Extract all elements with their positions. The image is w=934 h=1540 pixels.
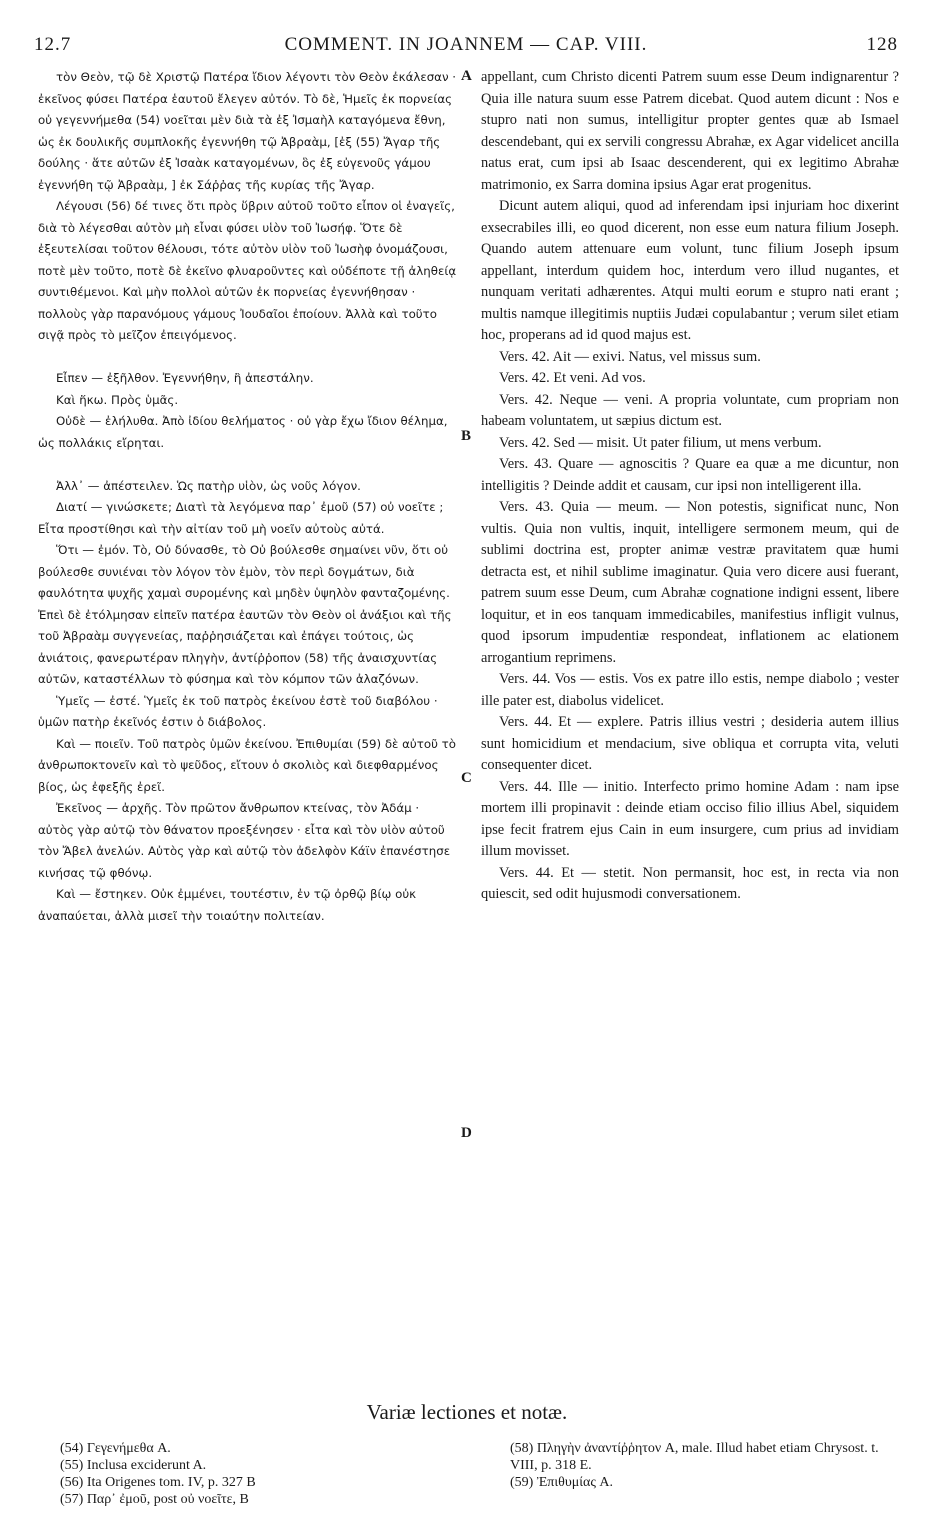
greek-paragraph: Διατί — γινώσκετε; Διατὶ τὰ λεγόμενα παρ᾽ ἐμοῦ (57) οὐ νοεῖτε ; Εἶτα προστίθησι καὶ τὴν αἰτίαν τοῦ μὴ νοεῖν αὐτοὺς αὐτά. bbox=[38, 500, 444, 536]
running-title: COMMENT. IN JOANNEM — CAP. VIII. bbox=[284, 34, 648, 55]
greek-paragraph: Λέγουσι (56) δέ τινες ὅτι πρὸς ὕβριν αὐτοῦ τοῦτο εἶπον οἱ ἐναγεῖς, διὰ τὸ λέγεσθαι αὐτὸν μὴ εἶναι φύσει υἱὸν τοῦ Ἰωσήφ. Ὅτε δὲ ἐξευτελίσαι τοῦτον θέλουσι, τότε αὐτὸν υἱὸν τοῦ Ἰωσὴφ ὀνομάζουσι, ποτὲ μὲν τοῦτο, ποτὲ δὲ ἐκεῖνο φλυαροῦντες καὶ οὐδέποτε τῇ ἀληθείᾳ συντιθέμενοι. Καὶ μὴν πολλοὶ αὐτῶν ἐκ πορνείας ἐγεννήθησαν · πολλοὺς γὰρ παρανόμους γάμους Ἰουδαῖοι ἐποίουν. Ἀλλὰ καὶ τοῦτο σιγᾷ πρὸς τὸ μεῖζον ἐπειγόμενος. bbox=[38, 199, 457, 342]
latin-paragraph: Vers. 42. Neque — veni. A propria voluntate, cum propriam non habeam voluntatem, ut sæpius dictum est. bbox=[481, 391, 899, 429]
notes-left-column bbox=[60, 1440, 460, 1508]
footnote: (56) Ita Origenes tom. IV, p. 327 B bbox=[60, 1475, 256, 1490]
margin-marker-a: A bbox=[461, 68, 472, 84]
greek-paragraph: Ὅτι — ἐμόν. Τὸ, Οὐ δύνασθε, τὸ Οὐ βούλεσθε σημαίνει νῦν, ὅτι οὐ βούλεσθε συνιέναι τὸν λόγον τὸν ἐμὸν, τὸν περὶ δογμάτων, διὰ φαυλότητα ψυχῆς χαμαὶ συρομένης καὶ μηδὲν ὑψηλὸν φανταζομένης. Ἐπεὶ δὲ ἐτόλμησαν εἰπεῖν πατέρα ἑαυτῶν τὸν Θεὸν οἱ ἀνάξιοι καὶ τῆς τοῦ Ἀβραὰμ συγγενείας, παῤῥησιάζεται καὶ ἐπάγει τούτοις, ὡς ἀνιάτοις, φανερωτέραν πληγὴν, ἀντίῤῥοπον (58) τῆς ἀναισχυντίας αὐτῶν, καταστέλλων τὸ φύσημα καὶ τὸν κόμπον τῶν ἀλαζόνων. bbox=[38, 543, 452, 686]
greek-paragraph: Καὶ — ποιεῖν. Τοῦ πατρὸς ὑμῶν ἐκείνου. Ἐπιθυμίαι (59) δὲ αὐτοῦ τὸ ἀνθρωποκτονεῖν καὶ τὸ ψεῦδος, εἴτουν ὁ σκολιὸς καὶ διεφθαρμένος βίος, ὡς ἐφεξῆς ἐρεῖ. bbox=[38, 736, 456, 794]
latin-paragraph: Vers. 44. Et — explere. Patris illius vestri ; desideria autem illius sunt homicidium et mendacium, sive obliqua et corrupta vita, veluti consequenter dicet. bbox=[481, 714, 899, 773]
greek-paragraph: Ἀλλ᾽ — ἀπέστειλεν. Ὡς πατὴρ υἱὸν, ὡς νοῦς λόγον. bbox=[56, 478, 361, 493]
page-number-left: 12.7 bbox=[34, 34, 72, 55]
latin-paragraph: Vers. 43. Quia — meum. — Non potestis, significat nunc, Non vultis. Quia non vultis, inquit, intelligere sermonem meum, qui de sublimi doctrina est, propter animæ vestræ pravitatem quæ humi detracta est, et nihil sublime imaginatur. Quia vero dicere ausi fuerant, patrem suum esse Deum, cum Abrahæ cognatione indigni essent, libere loquitur, et in eos tanquam immedicabiles, manifestius infligit vulnus, quod ipsorum impudentiæ respondeat, inflationem ac elationem arrogantium reprimens. bbox=[481, 499, 899, 666]
greek-paragraph: Ἐκεῖνος — ἀρχῆς. Τὸν πρῶτον ἄνθρωπον κτείνας, τὸν Ἀδάμ · αὐτὸς γὰρ αὐτῷ τὸν θάνατον προεξένησεν · εἶτα καὶ τὸν υἱὸν αὐτοῦ τὸν Ἄβελ ἀνελών. Αὐτὸς γὰρ καὶ αὐτῷ τὸν ἀδελφὸν Κάϊν ἐπανέστησε κινήσας τῷ φθόνῳ. bbox=[38, 801, 451, 880]
page-number-right: 128 bbox=[866, 34, 898, 55]
latin-paragraph: Vers. 42. Ait — exivi. Natus, vel missus sum. bbox=[499, 348, 761, 365]
footnote: (55) Inclusa exciderunt A. bbox=[60, 1458, 207, 1473]
paragraph-gap bbox=[38, 347, 458, 369]
notes-right-column bbox=[510, 1440, 902, 1491]
greek-paragraph: Καὶ ἥκω. Πρὸς ὑμᾶς. bbox=[56, 392, 179, 407]
latin-paragraph: appellant, cum Christo dicenti Patrem suum esse Deum indignarentur ? Quia ille natura suum esse Patrem dicebat. Quod autem dicunt : Nos e stupro nati non sumus, intelligitur propter gentes quæ ab Ismael descendebant, qui ex servili congressu Abrahæ, ex Agar videlicet ancilla natus erat, cum ipsi ab Isaac descenderent, qui ex legitimo Abrahæ matrimonio, ex Sarra domina ipsius Agar erat progenitus. bbox=[481, 69, 899, 193]
latin-paragraph: Vers. 43. Quare — agnoscitis ? Quare ea quæ a me dicuntur, non intelligitis ? Deinde addit et causam, cur ipsi non intelligerent illa. bbox=[481, 456, 899, 494]
latin-paragraph: Vers. 44. Et — stetit. Non permansit, hoc est, in recta via non quiescit, sed odit hujusmodi conversationem. bbox=[481, 864, 899, 902]
greek-paragraph: Οὐδὲ — ἐλήλυθα. Ἀπὸ ἰδίου θελήματος · οὐ γὰρ ἔχω ἴδιον θέλημα, ὡς πολλάκις εἴρηται. bbox=[38, 414, 448, 450]
notes-heading: Variæ lectiones et notæ. bbox=[366, 1400, 568, 1424]
paragraph-gap bbox=[38, 454, 458, 476]
greek-paragraph: Εἶπεν — ἐξῆλθον. Ἐγεννήθην, ἢ ἀπεστάλην. bbox=[56, 371, 314, 385]
margin-marker-d: D bbox=[461, 1125, 472, 1141]
greek-paragraph: τὸν Θεὸν, τῷ δὲ Χριστῷ Πατέρα ἴδιον λέγοντι τὸν Θεὸν ἐκάλεσαν · ἐκεῖνος φύσει Πατέρα ἑαυτοῦ ἔλεγεν αὐτόν. Τὸ δὲ, Ἡμεῖς ἐκ πορνείας οὐ γεγεννήμεθα (54) νοεῖται μὲν διὰ τὰ ἐξ Ἰσμαὴλ καταγόμενα ἔθνη, ὡς ἐκ δουλικῆς συμπλοκῆς ἐγεννήθη τῷ Ἀβραὰμ, [ἐξ (55) Ἄγαρ τῆς δούλης · ἅτε αὐτῶν ἐξ Ἰσαὰκ καταγομένων, ὃς ἐξ εὐγενοῦς γάμου ἐγεννήθη τῷ Ἀβραὰμ, ] ἐκ Σάῤῥας τῆς κυρίας τῆς Ἄγαρ. bbox=[38, 70, 457, 192]
greek-column bbox=[38, 67, 458, 927]
footnote: (58) Πληγὴν ἀναντίῤῥητον A, male. Illud habet etiam Chrysost. t. VIII, p. 318 E. bbox=[510, 1441, 879, 1473]
latin-paragraph: Dicunt autem aliqui, quod ad inferendam ipsi injuriam hoc dixerint exsecrabiles illi, eo quod dicerent, non esse eum natura filium Joseph. Quando autem attenuare eum volunt, tunc filium Joseph ipsum appellant, interdum quidem hoc, interdum vero illud nugantes, et nunquam veritati adhærentes. Atqui multi eorum e stupro nati erant ; multis namque illegitimis nuptiis Judæi copulabantur ; verum silet etiam hoc, properans ad id quod majus est. bbox=[481, 198, 899, 343]
footnote: (57) Παρ᾽ ἐμοῦ, post οὐ νοεῖτε, B bbox=[60, 1492, 249, 1507]
latin-paragraph: Vers. 42. Sed — misit. Ut pater filium, ut mens verbum. bbox=[499, 434, 822, 451]
margin-marker-b: B bbox=[461, 428, 472, 444]
page-header bbox=[34, 34, 898, 60]
margin-marker-c: C bbox=[461, 770, 472, 786]
footnote: (54) Γεγενήμεθα A. bbox=[60, 1441, 171, 1456]
latin-paragraph: Vers. 44. Ille — initio. Interfecto primo homine Adam : nam ipse mortem illi propinavit : deinde etiam occiso filio illius Abel, siquidem ipse fecit fratrem ejus Cain in eum insurgere, cum prius ad invidiam illum movisset. bbox=[481, 778, 899, 859]
latin-paragraph: Vers. 44. Vos — estis. Vos ex patre illo estis, nempe diabolo ; vester ille pater est, diabolus videlicet. bbox=[481, 671, 899, 709]
footnote: (59) Ἐπιθυμίας A. bbox=[510, 1475, 614, 1490]
greek-paragraph: Ὑμεῖς — ἐστέ. Ὑμεῖς ἐκ τοῦ πατρὸς ἐκείνου ἐστὲ τοῦ διαβόλου · ὑμῶν πατὴρ ἐκεῖνός ἐστιν ὁ διάβολος. bbox=[38, 693, 438, 729]
greek-paragraph: Καὶ — ἔστηκεν. Οὐκ ἐμμένει, τουτέστιν, ἐν τῷ ὀρθῷ βίῳ οὐκ ἀναπαύεται, ἀλλὰ μισεῖ τὴν τοιαύτην πολιτείαν. bbox=[38, 887, 417, 923]
latin-paragraph: Vers. 42. Et veni. Ad vos. bbox=[499, 370, 646, 386]
latin-column bbox=[481, 67, 899, 906]
